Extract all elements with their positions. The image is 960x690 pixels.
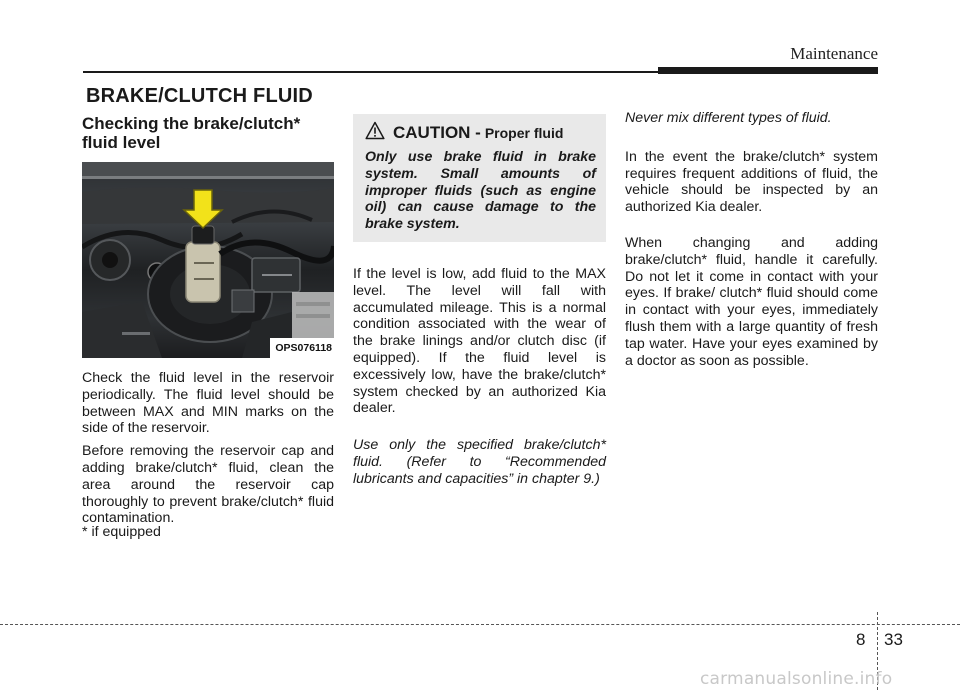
caution-subtitle: Proper fluid (484, 124, 564, 141)
caution-box (353, 114, 606, 242)
column-3 (625, 110, 878, 388)
engine-bay-illustration (82, 162, 334, 358)
page-title: BRAKE/CLUTCH FLUID (86, 85, 313, 107)
section-label: Maintenance (790, 44, 878, 63)
caution-header (365, 122, 596, 144)
column-2 (353, 114, 606, 488)
caution-text: Only use brake fluid in brake system. Small amounts of improper fluids (such as engine oil) can cause damage to the brake system. (365, 149, 596, 233)
image-code: OPS076118 (270, 338, 334, 358)
paragraph: Before removing the reservoir cap and adding brake/clutch* fluid, clean the area around the reservoir cap thoroughly to prevent brake/clutch* fluid contamination. (82, 443, 334, 527)
footnote: * if equipped (82, 524, 161, 540)
engine-bay-photo (82, 162, 334, 358)
warning-triangle-icon (365, 121, 385, 145)
footer-rule (0, 624, 960, 625)
page-number: 33 (884, 630, 903, 649)
subheading: Checking the brake/clutch* fluid level (82, 114, 301, 152)
paragraph: If the level is low, add fluid to the MAX level. The level will fall with accumulated mileage. This is a normal condition associated with the wear of the brake linings and/or clutch disc (if equipped). If the fluid level is excessively low, have the brake/clutch* system checked by an authorized Kia dealer. (353, 265, 606, 417)
watermark: carmanualsonline.info (700, 669, 893, 689)
caution-title: CAUTION - (393, 122, 481, 142)
header-rule (83, 71, 660, 73)
paragraph: Check the fluid level in the reservoir periodically. The fluid level should be between MAX and MIN marks on the side of the reservoir. (82, 370, 334, 437)
header-rule-accent (658, 67, 878, 74)
italic-note: Use only the specified brake/clutch* fluid. (Refer to “Recommended lubricants and capacities” in chapter 9.) (353, 437, 606, 487)
italic-note: Never mix different types of fluid. (625, 110, 832, 126)
chapter-number: 8 (856, 630, 866, 649)
paragraph: When changing and adding brake/clutch* fluid, handle it carefully. Do not let it come in contact with your eyes. If brake/ clutch* fluid should come in contact with your eyes, immediately flush them with a large quantity of fresh tap water. Have your eyes examined by a doctor as soon as possible. (625, 234, 878, 369)
column-1 (82, 114, 334, 527)
paragraph: In the event the brake/clutch* system requires frequent additions of fluid, the vehicle should be inspected by an authorized Kia dealer. (625, 148, 878, 216)
